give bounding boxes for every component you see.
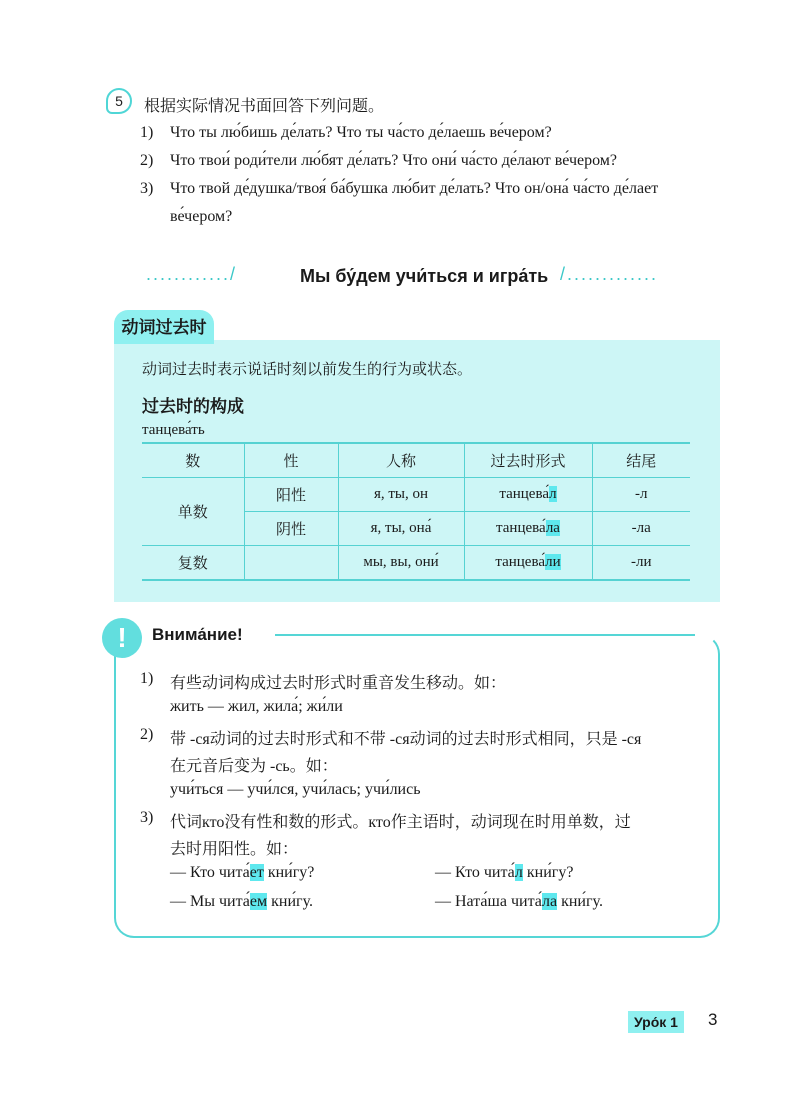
- header-ending: 结尾: [592, 443, 690, 478]
- example-right-2: — Ната́ша чита́ла кни́гу.: [435, 893, 603, 910]
- attention-item-2-cont: 在元音后变为 -сь。如：: [170, 758, 338, 775]
- section-dots-left: ............/: [146, 264, 238, 284]
- cell-ending: -ла: [592, 512, 690, 546]
- grammar-verb: танцева́ть: [142, 422, 205, 438]
- question-number: 1): [140, 124, 154, 141]
- grammar-subtitle: 过去时的构成: [142, 397, 244, 416]
- cell-plural: 复数: [142, 546, 244, 581]
- header-past-form: 过去时形式: [464, 443, 592, 478]
- attention-item-3: 代词кто没有性和数的形式。кто作主语时，动词现在时用单数，过: [170, 814, 631, 831]
- cell-singular: 单数: [142, 478, 244, 546]
- cell-gender: 阳性: [244, 478, 338, 512]
- example-left-2: — Мы чита́ем кни́гу.: [170, 893, 313, 910]
- attention-title: Внима́ние!: [152, 625, 243, 644]
- exercise-number-badge: 5: [106, 88, 132, 114]
- question-3-continuation: ве́чером?: [170, 208, 233, 225]
- attention-item-number: 3): [140, 809, 154, 826]
- question-number: 2): [140, 152, 154, 169]
- cell-gender: [244, 546, 338, 581]
- form-stem: танцева́: [499, 486, 550, 502]
- attention-item-number: 2): [140, 726, 154, 743]
- attention-box-top-border: [275, 634, 695, 636]
- form-stem: танцева́: [495, 554, 546, 570]
- header-gender: 性: [244, 443, 338, 478]
- table-header-row: [142, 443, 690, 478]
- cell-form: [464, 512, 592, 546]
- grammar-description: 动词过去时表示说话时刻以前发生的行为或状态。: [142, 362, 473, 378]
- cell-gender: 阴性: [244, 512, 338, 546]
- form-ending-highlight: ли: [545, 554, 561, 570]
- question-text: Что ты лю́бишь де́лать? Что ты ча́сто де́лаешь ве́чером?: [170, 124, 552, 141]
- attention-item-1: 有些动词构成过去时形式时重音发生移动。如：: [170, 675, 507, 692]
- question-3: [140, 180, 658, 198]
- example-highlight: ет: [249, 864, 264, 881]
- page-number: 3: [708, 1010, 718, 1029]
- cell-person: я, ты, она́: [338, 512, 464, 546]
- lesson-tag: Уро́к 1: [628, 1011, 684, 1033]
- table-row: [142, 478, 690, 512]
- attention-item-2-example: учи́ться — учи́лся, учи́лась; учи́лись: [170, 781, 421, 798]
- section-dots-right: /.............: [560, 264, 659, 284]
- question-text: Что твой де́душка/твоя́ ба́бушка лю́бит де́лать? Что он/она́ ча́сто де́лает: [170, 180, 659, 197]
- cell-ending: -л: [592, 478, 690, 512]
- example-right-1: — Кто чита́л кни́гу?: [435, 864, 574, 881]
- header-person: 人称: [338, 443, 464, 478]
- grammar-tab: 动词过去时: [114, 310, 214, 344]
- question-2: [140, 152, 617, 170]
- question-number: 3): [140, 180, 154, 197]
- cell-person: я, ты, он: [338, 478, 464, 512]
- form-stem: танцева́: [496, 520, 546, 536]
- table-row: [142, 546, 690, 581]
- question-1: [140, 124, 552, 142]
- attention-item-1-example: жить — жил, жила́; жи́ли: [170, 698, 343, 715]
- example-left-1: — Кто чита́ет кни́гу?: [170, 864, 315, 881]
- section-title: Мы бу́дем учи́ться и игра́ть: [300, 266, 549, 286]
- exclamation-icon: !: [102, 618, 142, 658]
- form-ending-highlight: ла: [545, 520, 560, 536]
- attention-item-2: 带 -ся动词的过去时形式和不带 -ся动词的过去时形式相同，只是 -ся: [170, 731, 642, 748]
- attention-item-3-cont: 去时用阳性。如：: [170, 841, 299, 858]
- question-text: Что твои́ роди́тели лю́бят де́лать? Что они́ ча́сто де́лают ве́чером?: [170, 152, 618, 169]
- header-number: 数: [142, 443, 244, 478]
- example-highlight: ла: [542, 893, 558, 910]
- example-highlight: ем: [249, 893, 268, 910]
- cell-form: [464, 478, 592, 512]
- form-ending-highlight: л: [549, 486, 557, 502]
- cell-ending: -ли: [592, 546, 690, 581]
- cell-person: мы, вы, они́: [338, 546, 464, 581]
- exercise-instruction: 根据实际情况书面回答下列问题。: [144, 98, 385, 115]
- cell-form: [464, 546, 592, 581]
- attention-item-number: 1): [140, 670, 154, 687]
- conjugation-table: [142, 442, 690, 581]
- example-highlight: л: [514, 864, 523, 881]
